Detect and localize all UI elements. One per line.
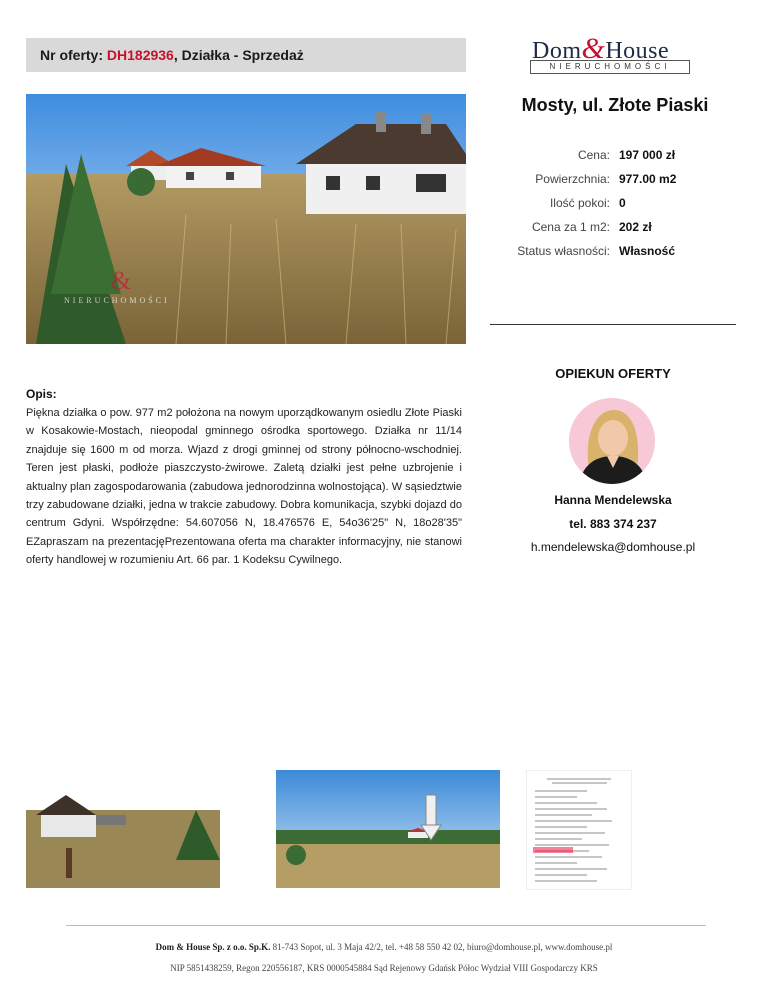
logo-word-house: House xyxy=(605,38,670,64)
main-property-photo xyxy=(26,94,466,344)
footer-divider xyxy=(66,925,706,926)
agent-email[interactable]: h.mendelewska@domhouse.pl xyxy=(530,540,696,554)
agent-phone[interactable]: tel. 883 374 237 xyxy=(569,517,657,531)
offer-id: DH182936 xyxy=(106,47,174,63)
description-heading: Opis: xyxy=(26,387,57,401)
divider xyxy=(490,324,736,325)
agent-avatar xyxy=(569,398,655,484)
detail-value: Własność xyxy=(619,244,676,258)
detail-label: Cena: xyxy=(577,148,610,162)
logo-word-dom: Dom xyxy=(532,38,582,64)
detail-value: 0 xyxy=(619,196,626,210)
offer-header-bar xyxy=(26,38,466,72)
description-text: Piękna działka o pow. 977 m2 położona na nowym uporządkowanym osiedlu Złote Piaski w Kosakowie-Mostach, nieopodal gminnego ośrodka sportowego. Działka nr 11/14 znajduje się 1600 m od morza. Wjazd z drogi gminnej od strony północno-wschodniej. Teren jest płaski, podłoże piaszczysto-żwirowe. Zaletą działki jest pełne uzbrojenie i aktualny plan zagospodarowania (zabudowa jednorodzinna wolnostojąca). W sąsiedztwie trzy zabudowane działki, jedna w trakcie zabudowy. Dobra komunikacja, szybki dojazd do centrum Gdyni. Współrzędne: 54.607056 N, 18.476576 E, 54o36'25" N, 18o28'35" EZapraszam na prezentacjęPrezentowana oferta ma charakter informacyjny, nie stanowi oferty handlowej w rozumieniu Art. 66 par. 1 Kodeksu Cywilnego. xyxy=(26,407,462,567)
detail-row-rooms xyxy=(480,196,740,212)
detail-label: Powierzchnia: xyxy=(535,172,610,186)
footer-registry-line: NIP 5851438259, Regon 220556187, KRS 0000545884 Sąd Rejenowy Gdańsk Półoc Wydział VIII Gospodarczy KRS xyxy=(170,963,598,973)
detail-label: Cena za 1 m2: xyxy=(531,220,610,234)
footer-company-name: Dom & House Sp. z o.o. Sp.K. xyxy=(155,942,271,952)
thumbnail-photo-2[interactable] xyxy=(276,770,500,888)
photo-watermark-text: NIERUCHOMOŚCI xyxy=(64,296,170,305)
offer-header-suffix: , Działka - Sprzedaż xyxy=(173,47,304,63)
property-title: Mosty, ul. Złote Piaski xyxy=(521,95,709,115)
offer-header-prefix: Nr oferty: xyxy=(40,47,107,63)
detail-row-price-per-m2 xyxy=(480,220,740,236)
footer-company-line xyxy=(0,942,768,952)
detail-label: Ilość pokoi: xyxy=(549,196,610,210)
detail-label: Status własności: xyxy=(517,244,610,258)
agent-heading: OPIEKUN OFERTY xyxy=(555,366,671,381)
footer-company-contact: 81-743 Sopot, ul. 3 Maja 42/2, tel. +48 58 550 42 02, biuro@domhouse.pl, www.domhouse.pl xyxy=(270,942,613,952)
detail-value: 197 000 zł xyxy=(619,148,676,162)
offer-header-text xyxy=(40,47,304,63)
detail-row-ownership xyxy=(480,244,740,260)
logo-subtitle: NIERUCHOMOŚCI xyxy=(530,60,690,74)
detail-row-area xyxy=(480,172,740,188)
detail-row-price xyxy=(480,148,740,164)
detail-value: 202 zł xyxy=(619,220,652,234)
agent-name: Hanna Mendelewska xyxy=(554,493,672,507)
thumbnail-photo-1[interactable] xyxy=(26,770,220,888)
company-logo xyxy=(530,26,690,76)
photo-watermark-amp: & xyxy=(111,266,132,295)
thumbnail-document[interactable] xyxy=(526,770,632,890)
detail-value: 977.00 m2 xyxy=(619,172,677,186)
logo-ampersand: & xyxy=(581,32,606,65)
